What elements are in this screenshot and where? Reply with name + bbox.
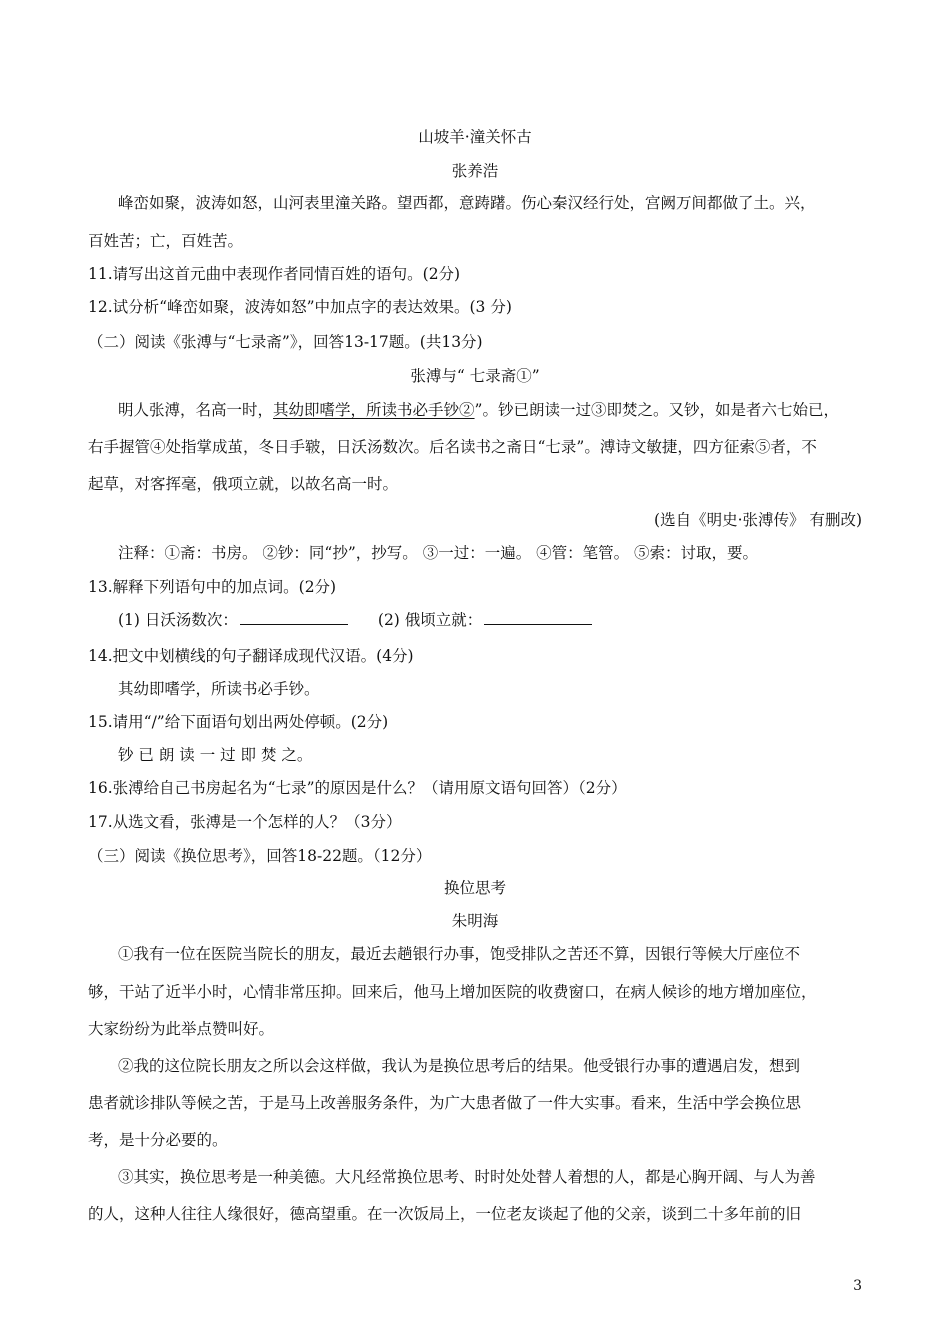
paragraph-1-line: 大家纷纷为此举点赞叫好。 — [88, 1020, 275, 1038]
passage-source: (选自《明史·张溥传》 有删改) — [654, 511, 862, 529]
passage-text: ”。钞已朗读一过③即焚之。又钞，如是者六七始已， — [474, 401, 839, 419]
paragraph-2-line: ②我的这位院长朋友之所以会这样做，我认为是换位思考后的结果。他受银行办事的遭遇启发，想到 — [118, 1057, 801, 1075]
question-13-items — [118, 609, 592, 630]
section-2-header: （二）阅读《张溥与“七录斋”》，回答13-17题。(共13分) — [88, 333, 483, 351]
passage-text: 明人张溥，名高一时， — [118, 401, 274, 419]
poem-author: 张养浩 — [451, 162, 499, 180]
passage-2-line: 右手握管④处指掌成茧，冬日手皲，日沃汤数次。后名读书之斋日“七录”。溥诗文敏捷，四方征索⑤者，不 — [88, 438, 817, 456]
passage-3-author: 朱明海 — [451, 912, 499, 930]
page-number: 3 — [853, 1278, 862, 1294]
poem-line: 峰峦如聚，波涛如怒，山河表里潼关路。望西都，意踌躇。伤心秦汉经行处，宫阙万间都做了土。兴， — [118, 194, 816, 212]
passage-3-title: 换位思考 — [443, 879, 506, 897]
passage-notes: 注释：①斋：书房。 ②钞：同“抄”，抄写。 ③一过：一遍。 ④管：笔管。 ⑤索：讨取，要。 — [118, 544, 759, 562]
paragraph-2-line: 考，是十分必要的。 — [88, 1131, 228, 1149]
question-12: 12.试分析“峰峦如聚，波涛如怒”中加点字的表达效果。(3 分) — [88, 298, 512, 316]
paragraph-3-line: 的人，这种人往往人缘很好，德高望重。在一次饭局上，一位老友谈起了他的父亲，谈到二十多年前的旧 — [88, 1205, 802, 1223]
question-13: 13.解释下列语句中的加点词。(2分) — [88, 578, 337, 596]
question-16: 16.张溥给自己书房起名为“七录”的原因是什么？（请用原文语句回答）（2分） — [88, 779, 627, 797]
underlined-sentence: 其幼即嗜学，所读书必手钞② — [273, 401, 475, 419]
paragraph-3-line: ③其实，换位思考是一种美德。大凡经常换位思考、时时处处替人着想的人，都是心胸开阔、与人为善 — [118, 1168, 816, 1186]
question-14-text: 其幼即嗜学，所读书必手钞。 — [118, 680, 320, 698]
poem-line: 百姓苦；亡，百姓苦。 — [88, 232, 244, 250]
section-3-header: （三）阅读《换位思考》，回答18-22题。（12分） — [88, 847, 432, 865]
passage-2-line — [118, 400, 839, 420]
passage-2-title: 张溥与“ 七录斋①” — [410, 367, 540, 385]
paragraph-1-line: 够，干站了近半小时，心情非常压抑。回来后，他马上增加医院的收费窗口，在病人候诊的地方增加座位， — [88, 983, 817, 1001]
question-11: 11.请写出这首元曲中表现作者同情百姓的语句。(2分) — [88, 265, 461, 283]
question-15-text: 钞 已 朗 读 一 过 即 焚 之。 — [118, 746, 313, 764]
question-13-item: (1) 日沃汤数次： — [118, 611, 238, 629]
passage-2-line: 起草，对客挥毫，俄项立就，以故名高一时。 — [88, 475, 399, 493]
question-14: 14.把文中划横线的句子翻译成现代汉语。(4分) — [88, 647, 414, 665]
answer-blank — [240, 609, 348, 625]
poem-title: 山坡羊·潼关怀古 — [418, 128, 532, 146]
paragraph-1-line: ①我有一位在医院当院长的朋友，最近去趟银行办事，饱受排队之苦还不算，因银行等候大厅座位不 — [118, 945, 801, 963]
question-15: 15.请用“/”给下面语句划出两处停顿。(2分) — [88, 713, 389, 731]
answer-blank — [484, 609, 592, 625]
question-13-item: (2) 俄顷立就： — [377, 611, 483, 629]
paragraph-2-line: 患者就诊排队等候之苦，于是马上改善服务条件，为广大患者做了一件大实事。看来，生活中学会换位思 — [88, 1094, 802, 1112]
question-17: 17.从选文看，张溥是一个怎样的人？（3分） — [88, 813, 402, 831]
